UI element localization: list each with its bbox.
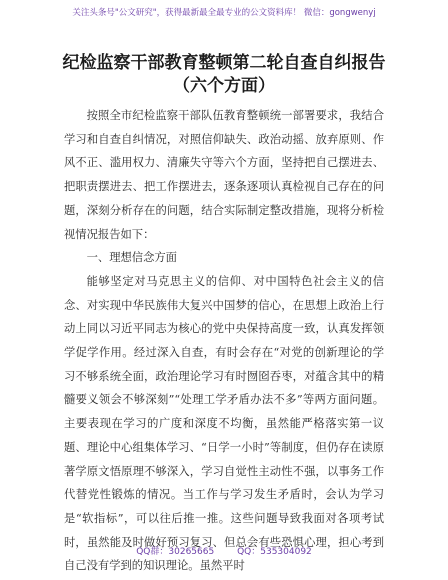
header-note: 关注头条号"公文研究"，获得最新最全最专业的公文资料库！ 微信：gongwenyj xyxy=(72,8,376,18)
intro-paragraph: 按照全市纪检监察干部队伍教育整顿统一部署要求，我结合学习和自查自纠情况，对照信仰缺失、政治动摇、放弃原则、作风不正、滥用权力、清廉失守等六个方面，坚持把自己摆进去、把职责摆进去、把工作摆进去，逐条逐项认真检视自己存在的问题，深刻分析存在的问题，结合实际制定整改措施，现将分析检视情况报告如下： xyxy=(64,109,384,241)
title-line-2: （六个方面） xyxy=(173,76,275,96)
title-line-1: 纪检监察干部教育整顿第二轮自查自纠报告 xyxy=(62,53,386,73)
section-heading: 一、理想信念方面 xyxy=(86,251,177,265)
footer-qq-group: QQ群：30265665 xyxy=(136,547,215,557)
section-paragraph: 能够坚定对马克思主义的信仰、对中国特色社会主义的信念、对实现中华民族伟大复兴中国梦的信心，在思想上政治上行动上同以习近平同志为核心的党中央保持高度一致，认真发挥领学促学作用。经过深入自查，有时会存在“对党的创新理论的学习不够系统全面，政治理论学习有时囫囵吞枣，对蕴含其中的精髓要义领会不够深刻”“处理工学矛盾办法不多”等两方面问题。主要表现在学习的广度和深度不均衡，虽然能严格落实第一议题、理论中心组集体学习、“日学一小时”等制度，但仍存在读原著学原文悟原理不够深入，学习自觉性主动性不强，以事务工作代替党性锻炼的情况。当工作与学习发生矛盾时，会认为学习是“软指标”，可以往后推一推。这些问题导致我面对各项考试时，虽然能及时做好预习复习、但总会有些恐惧心理，担心考到自己没有学到的知识理论。虽然平时 xyxy=(64,274,384,573)
document-title xyxy=(0,52,448,98)
footer-contact xyxy=(0,544,448,557)
footer-qq: QQ：535304092 xyxy=(237,547,312,557)
document-body xyxy=(64,104,384,578)
